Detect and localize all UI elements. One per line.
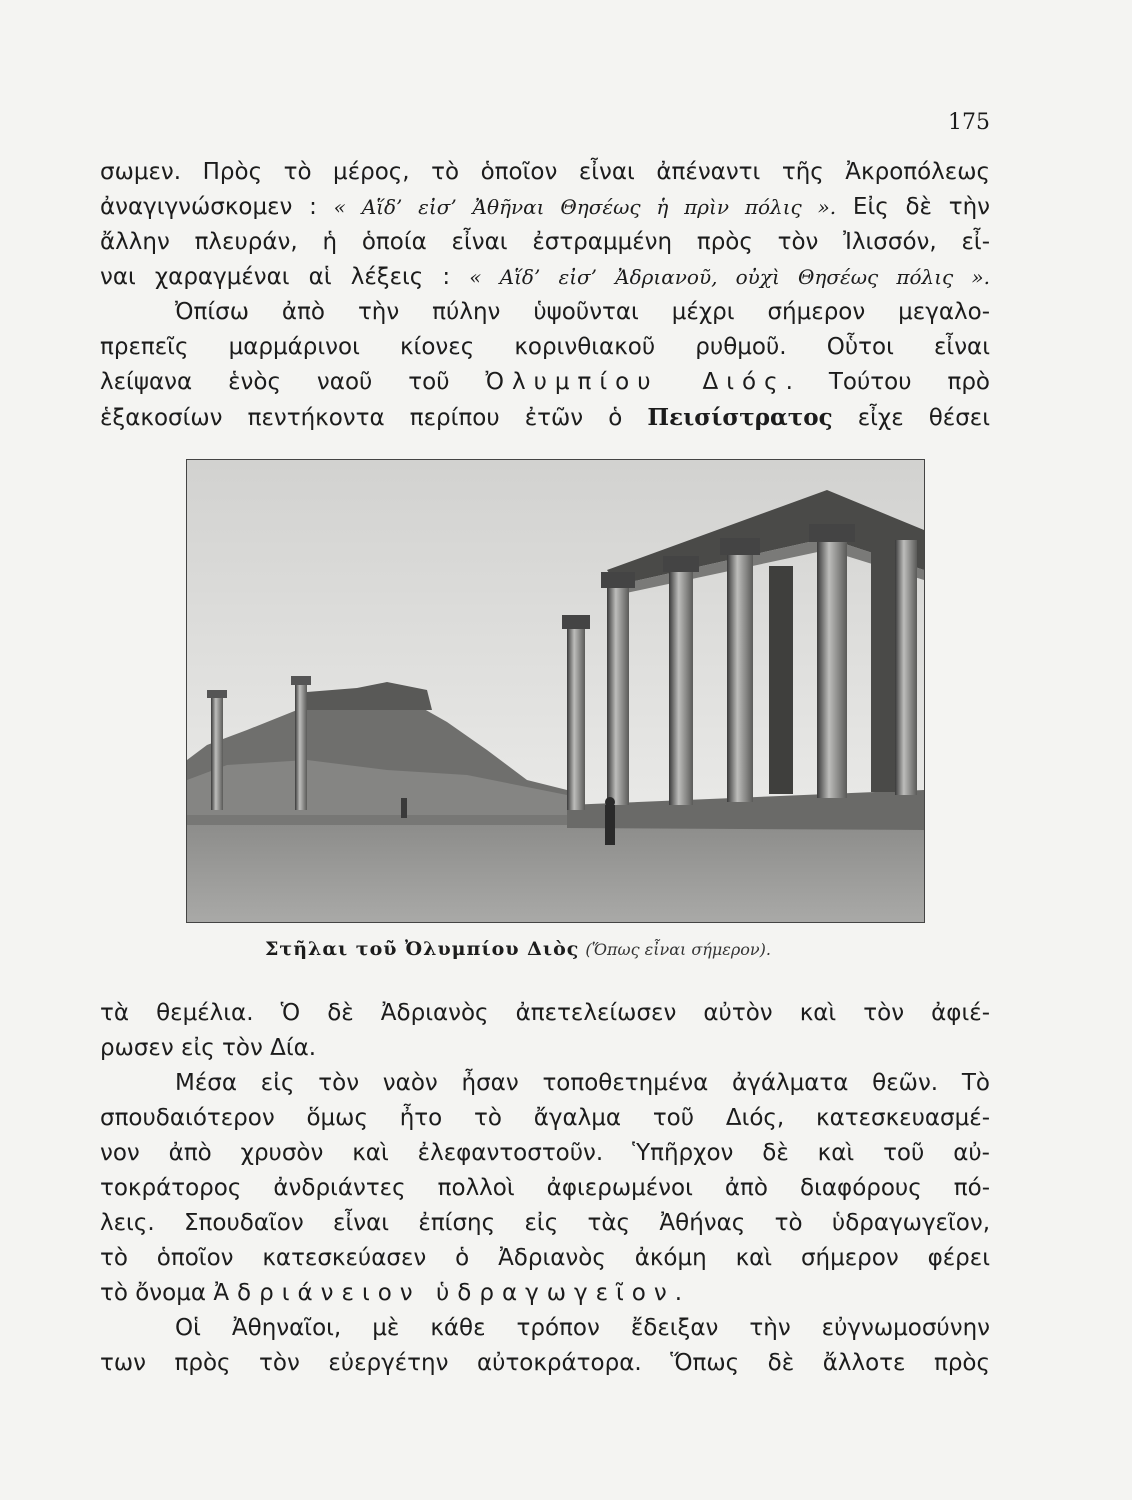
text-line: λεις. Σπουδαῖον εἶναι ἐπίσης εἰς τὰς Ἀθήνας τὸ ὑδραγωγεῖον,	[100, 1210, 990, 1236]
text-line	[100, 260, 990, 295]
bottom-paragraph	[100, 996, 990, 1381]
text-run: λείψανα ἑνὸς ναοῦ τοῦ	[100, 369, 450, 395]
text-run: ναι χαραγμέναι αἱ λέξεις :	[100, 264, 451, 290]
text-line	[100, 400, 990, 435]
text-run: Εἰς δὲ τὴν	[852, 194, 990, 220]
text-line	[100, 190, 990, 225]
text-run: εἶχε θέσει	[857, 405, 990, 431]
text-line: Μέσα εἰς τὸν ναὸν ἦσαν τοποθετημένα ἀγάλματα θεῶν. Τὸ	[175, 1070, 990, 1096]
text-line: Οἱ Ἀθηναῖοι, μὲ κάθε τρόπον ἔδειξαν τὴν εὐγνωμοσύνην	[175, 1315, 990, 1341]
text-line	[100, 1276, 990, 1311]
text-line: σωμεν. Πρὸς τὸ μέρος, τὸ ὁποῖον εἶναι ἀπέναντι τῆς Ἀκροπόλεως	[100, 159, 990, 185]
text-line: σπουδαιότερον ὅμως ἦτο τὸ ἄγαλμα τοῦ Διός, κατεσκευασμέ-	[100, 1105, 990, 1131]
text-line: των πρὸς τὸν εὐεργέτην αὐτοκράτορα. Ὅπως δὲ ἄλλοτε πρὸς	[100, 1350, 990, 1376]
text-line: ἄλλην πλευράν, ἡ ὁποία εἶναι ἐστραμμένη πρὸς τὸν Ἰλισσόν, εἶ-	[100, 229, 990, 255]
text-line: τὸ ὁποῖον κατεσκεύασεν ὁ Ἀδριανὸς ἀκόμη καὶ σήμερον φέρει	[100, 1245, 990, 1271]
text-line: ρωσεν εἰς τὸν Δία.	[100, 1035, 317, 1061]
spaced-term: Ὀλυμπίου Διός	[485, 369, 786, 395]
text-line: πρεπεῖς μαρμάρινοι κίονες κορινθιακοῦ ρυθμοῦ. Οὗτοι εἶναι	[100, 334, 990, 360]
caption-note: (Ὅπως εἶναι σήμερον).	[585, 940, 771, 959]
figure-caption	[265, 938, 885, 960]
inscription-quote: « Αἵδ’ εἰσ’ Ἀδριανοῦ, οὐχὶ Θησέως πόλις ».	[469, 265, 990, 289]
inscription-quote: « Αἵδ’ εἰσ’ Ἀθῆναι Θησέως ἡ πρὶν πόλις ».	[333, 195, 837, 219]
text-line	[100, 365, 990, 400]
text-run: τὸ ὄνομα	[100, 1280, 207, 1306]
spaced-term: Ἀδριάνειον ὑδραγωγεῖον	[213, 1280, 675, 1306]
text-line: τὰ θεμέλια. Ὁ δὲ Ἀδριανὸς ἀπετελείωσεν αὐτὸν καὶ τὸν ἀφιέ-	[100, 1000, 990, 1026]
caption-title: Στῆλαι τοῦ Ὀλυμπίου Διὸς	[265, 938, 580, 960]
text-run: ἀναγιγνώσκομεν :	[100, 194, 317, 220]
bold-name: Πεισίστρατος	[647, 404, 833, 431]
text-run: ἑξακοσίων πεντήκοντα περίπου ἐτῶν ὁ	[100, 405, 623, 431]
text-line: τοκράτορος ἀνδριάντες πολλοὶ ἀφιερωμένοι ἀπὸ διαφόρους πό-	[100, 1175, 990, 1201]
olympieion-illustration	[187, 460, 924, 922]
temple-photograph	[186, 459, 925, 923]
text-run: . Τούτου πρὸ	[785, 369, 990, 395]
page-number: 175	[948, 110, 990, 135]
text-run: .	[674, 1280, 683, 1306]
top-paragraph	[100, 155, 990, 435]
text-line: Ὀπίσω ἀπὸ τὴν πύλην ὑψοῦνται μέχρι σήμερον μεγαλο-	[175, 299, 990, 325]
text-line: νον ἀπὸ χρυσὸν καὶ ἐλεφαντοστοῦν. Ὑπῆρχον δὲ καὶ τοῦ αὐ-	[100, 1140, 990, 1166]
